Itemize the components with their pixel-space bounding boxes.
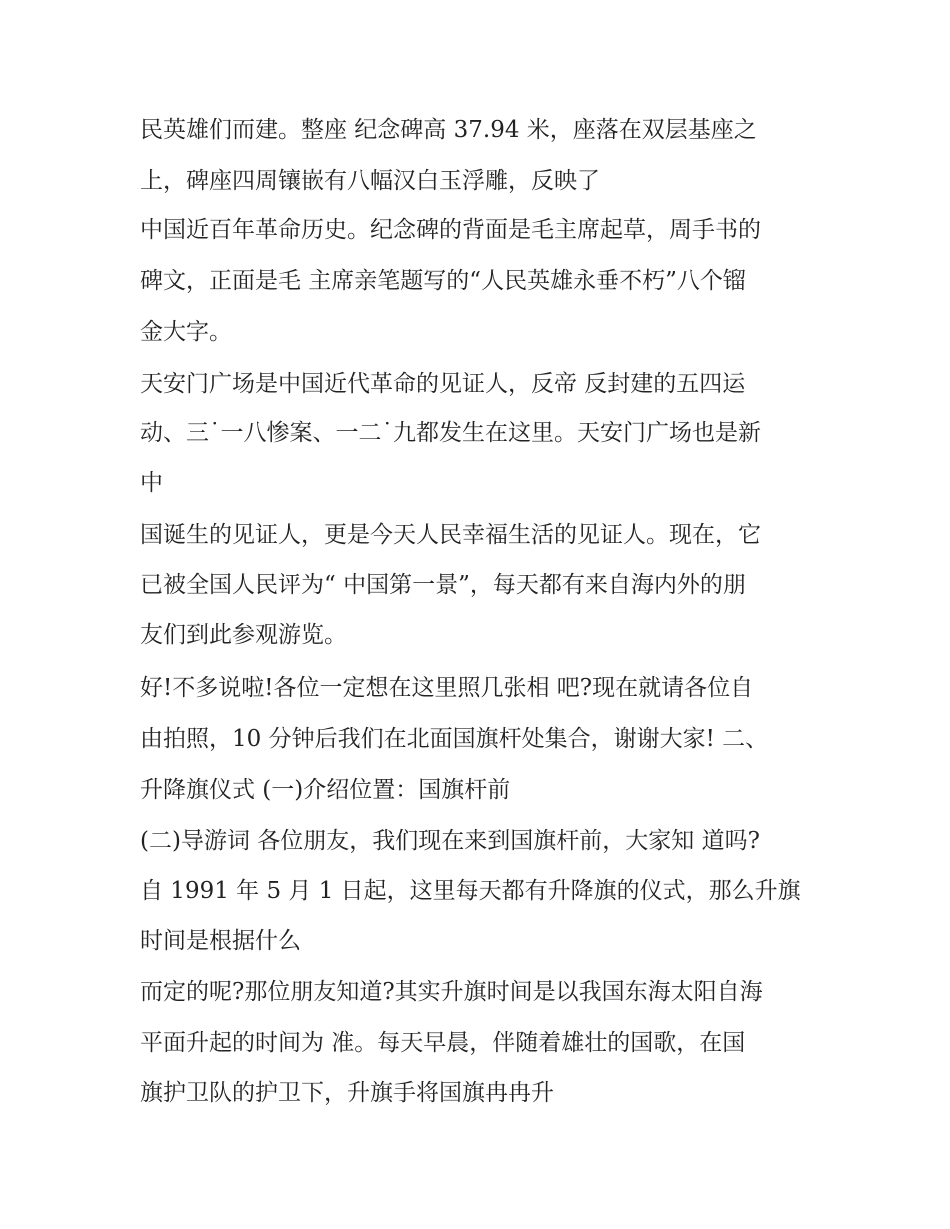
text-line-7: 动、三˙一八惨案、一二˙九都发生在这里。天安门广场也是新 [140,420,761,446]
text-line-17: 时间是根据什么 [140,928,301,954]
text-line-19: 平面升起的时间为 准。每天早晨，伴随着雄壮的国歌，在国 [140,1030,746,1056]
text-line-4: 碑文，正面是毛 主席亲笔题写的“人民英雄永垂不朽”八个镏 [140,268,746,294]
text-line-13: 由拍照，10 分钟后我们在北面国旗杆处集合，谢谢大家! 二、 [140,726,769,752]
text-line-9: 国诞生的见证人，更是今天人民幸福生活的见证人。现在，它 [140,522,761,548]
text-line-2: 上，碑座四周镶嵌有八幅汉白玉浮雕，反映了 [140,168,600,194]
text-line-8: 中 [140,470,163,496]
text-line-14: 升降旗仪式 (一)介绍位置：国旗杆前 [140,777,511,803]
text-line-5: 金大字。 [140,319,232,345]
text-line-1: 民英雄们而建。整座 纪念碑高 37.94 米，座落在双层基座之 [140,117,757,143]
text-line-15: (二)导游词 各位朋友，我们现在来到国旗杆前，大家知 道吗? [140,828,760,854]
text-line-6: 天安门广场是中国近代革命的见证人，反帝 反封建的五四运 [140,371,746,397]
text-line-10: 已被全国人民评为“ 中国第一景”，每天都有来自海内外的朋 [140,572,746,598]
text-line-16: 自 1991 年 5 月 1 日起，这里每天都有升降旗的仪式，那么升旗 [140,878,801,904]
text-line-11: 友们到此参观游览。 [140,622,347,648]
text-line-18: 而定的呢?那位朋友知道?其实升旗时间是以我国东海太阳自海 [140,979,763,1005]
text-line-12: 好!不多说啦!各位一定想在这里照几张相 吧?现在就请各位自 [140,675,754,701]
text-line-3: 中国近百年革命历史。纪念碑的背面是毛主席起草，周手书的 [140,217,761,243]
text-line-20: 旗护卫队的护卫下，升旗手将国旗冉冉升 [140,1080,554,1106]
